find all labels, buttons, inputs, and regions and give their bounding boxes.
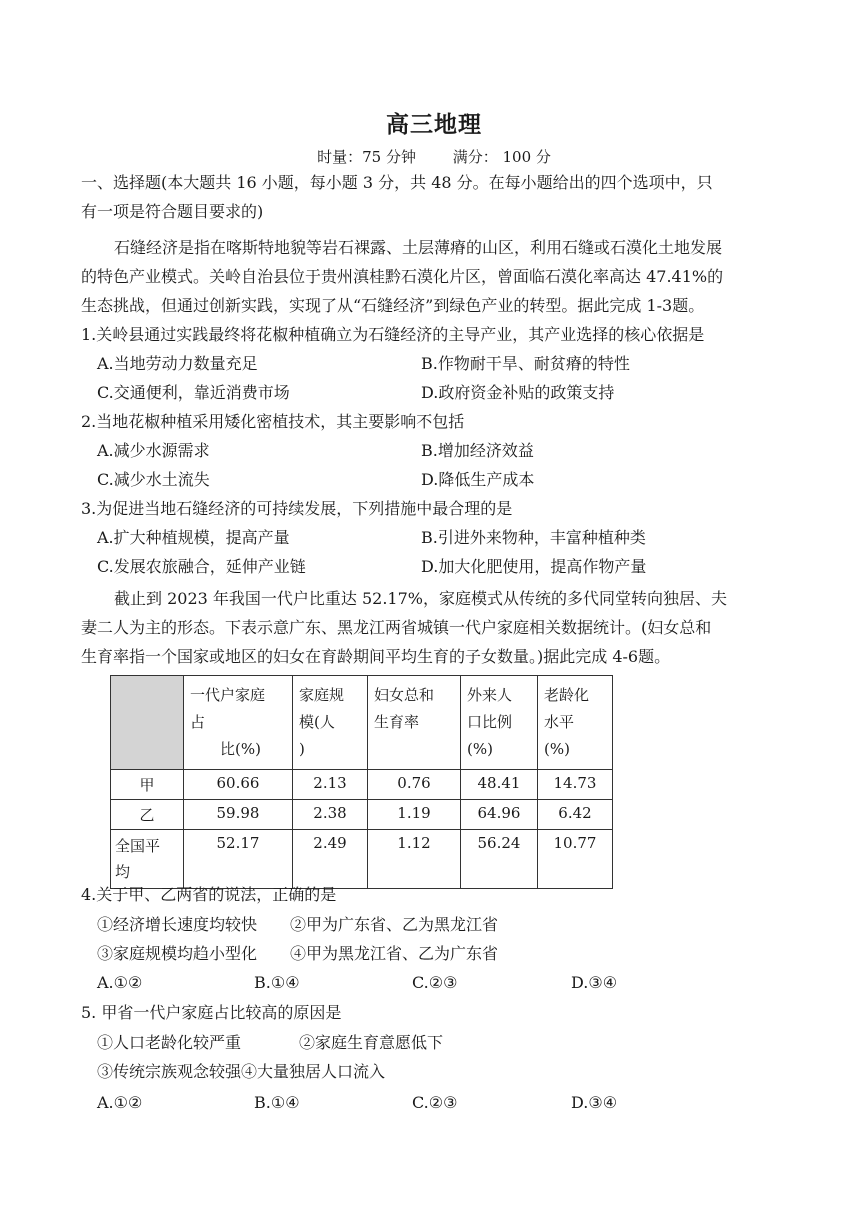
header-text: ) xyxy=(299,740,305,758)
question5-option-a: A.①② xyxy=(97,1093,143,1112)
header-text: 老龄化 xyxy=(544,686,590,704)
question2-option-a: A.减少水源需求 xyxy=(97,441,210,460)
header-text: 水平 xyxy=(544,713,575,731)
row-label: 乙 xyxy=(111,800,184,830)
question2-option-c: C.减少水土流失 xyxy=(97,470,210,489)
question3-option-c: C.发展农旅融合，延伸产业链 xyxy=(97,557,306,576)
section-heading-line2: 有一项是符合题目要求的) xyxy=(81,202,264,221)
header-text: (%) xyxy=(544,740,570,758)
table-header-cell xyxy=(538,676,613,770)
question4-stem: 4.关于甲、乙两省的说法，正确的是 xyxy=(81,885,337,904)
header-text: 口比例 xyxy=(467,713,513,731)
question5-statement-2: ②家庭生育意愿低下 xyxy=(299,1033,444,1052)
table-cell: 60.66 xyxy=(184,770,293,800)
header-text: 占 xyxy=(190,713,206,731)
question4-option-b: B.①④ xyxy=(254,973,300,992)
header-text: 模(人 xyxy=(299,713,335,731)
question1-option-a: A.当地劳动力数量充足 xyxy=(97,354,258,373)
question1-option-b: B.作物耐干旱、耐贫瘠的特性 xyxy=(421,354,630,373)
table-cell: 0.76 xyxy=(368,770,461,800)
question4-option-c: C.②③ xyxy=(412,973,458,992)
row-label xyxy=(111,830,184,889)
table-cell: 1.19 xyxy=(368,800,461,830)
question2-stem: 2.当地花椒种植采用矮化密植技术，其主要影响不包括 xyxy=(81,412,465,431)
table-header-cell xyxy=(293,676,368,770)
household-data-table xyxy=(110,675,613,889)
passage1-line2: 的特色产业模式。关岭自治县位于贵州滇桂黔石漠化片区，曾面临石漠化率高达 47.41%的 xyxy=(81,267,724,286)
row-label-line: 均 xyxy=(115,863,131,881)
table-header-row xyxy=(111,676,613,770)
question3-option-a: A.扩大种植规模，提高产量 xyxy=(97,528,290,547)
header-text: 妇女总和 xyxy=(374,686,435,704)
question1-stem: 1.关岭县通过实践最终将花椒种植确立为石缝经济的主导产业，其产业选择的核心依据是 xyxy=(81,325,705,344)
header-text: (%) xyxy=(467,740,493,758)
question3-option-b: B.引进外来物种，丰富种植种类 xyxy=(421,528,646,547)
row-label: 甲 xyxy=(111,770,184,800)
table-row xyxy=(111,800,613,830)
question3-stem: 3.为促进当地石缝经济的可持续发展，下列措施中最合理的是 xyxy=(81,499,513,518)
table-row xyxy=(111,770,613,800)
table-corner-cell xyxy=(111,676,184,770)
question4-statement-3: ③家庭规模均趋小型化 xyxy=(97,944,258,963)
table-header-cell xyxy=(184,676,293,770)
question5-option-d: D.③④ xyxy=(571,1093,618,1112)
question4-option-d: D.③④ xyxy=(571,973,618,992)
question5-option-c: C.②③ xyxy=(412,1093,458,1112)
question2-option-b: B.增加经济效益 xyxy=(421,441,534,460)
question4-statement-1: ①经济增长速度均较快 xyxy=(97,915,258,934)
passage2-line2: 妻二人为主的形态。下表示意广东、黑龙江两省城镇一代户家庭相关数据统计。(妇女总和 xyxy=(81,618,712,637)
table-cell: 6.42 xyxy=(538,800,613,830)
table-row xyxy=(111,830,613,889)
table-header-cell xyxy=(368,676,461,770)
header-text: 一代户家庭 xyxy=(190,686,266,704)
table-cell: 56.24 xyxy=(461,830,538,889)
passage1-line3: 生态挑战，但通过创新实践，实现了从“石缝经济”到绿色产业的转型。据此完成 1-3题。 xyxy=(81,296,705,315)
question2-option-d: D.降低生产成本 xyxy=(421,470,535,489)
header-text: 家庭规 xyxy=(299,686,345,704)
question4-statement-4: ④甲为黑龙江省、乙为广东省 xyxy=(290,944,499,963)
exam-meta xyxy=(0,146,868,167)
question5-option-b: B.①④ xyxy=(254,1093,300,1112)
section-heading-line1: 一、选择题(本大题共 16 小题，每小题 3 分，共 48 分。在每小题给出的四个选项中，只 xyxy=(81,173,713,192)
question5-stem: 5. 甲省一代户家庭占比较高的原因是 xyxy=(81,1003,342,1022)
question5-statement-1: ①人口老龄化较严重 xyxy=(97,1033,242,1052)
table-cell: 2.49 xyxy=(293,830,368,889)
table-cell: 64.96 xyxy=(461,800,538,830)
question5-statement-3: ③传统宗族观念较强④大量独居人口流入 xyxy=(97,1062,386,1081)
table-cell: 10.77 xyxy=(538,830,613,889)
table-cell: 52.17 xyxy=(184,830,293,889)
header-text: 生育率 xyxy=(374,713,420,731)
passage2-line1: 截止到 2023 年我国一代户比重达 52.17%，家庭模式从传统的多代同堂转向独居、夫 xyxy=(114,589,727,608)
header-text: 比(%) xyxy=(220,740,261,758)
question1-option-c: C.交通便利，靠近消费市场 xyxy=(97,383,290,402)
passage1-line1: 石缝经济是指在喀斯特地貌等岩石裸露、土层薄瘠的山区，利用石缝或石漠化土地发展 xyxy=(114,238,723,257)
table-cell: 2.38 xyxy=(293,800,368,830)
row-label-line: 全国平 xyxy=(115,837,161,855)
table-cell: 1.12 xyxy=(368,830,461,889)
exam-time: 时量：75 分钟 xyxy=(317,148,416,166)
table-cell: 48.41 xyxy=(461,770,538,800)
question3-option-d: D.加大化肥使用，提高作物产量 xyxy=(421,557,647,576)
table-cell: 14.73 xyxy=(538,770,613,800)
table-header-cell xyxy=(461,676,538,770)
page-title: 高三地理 xyxy=(386,112,482,138)
question4-statement-2: ②甲为广东省、乙为黑龙江省 xyxy=(290,915,499,934)
exam-score: 满分： 100 分 xyxy=(452,148,551,166)
question1-option-d: D.政府资金补贴的政策支持 xyxy=(421,383,615,402)
header-text: 外来人 xyxy=(467,686,513,704)
table-cell: 59.98 xyxy=(184,800,293,830)
question4-option-a: A.①② xyxy=(97,973,143,992)
table-cell: 2.13 xyxy=(293,770,368,800)
passage2-line3: 生育率指一个国家或地区的妇女在育龄期间平均生育的子女数量。)据此完成 4-6题。 xyxy=(81,647,671,666)
